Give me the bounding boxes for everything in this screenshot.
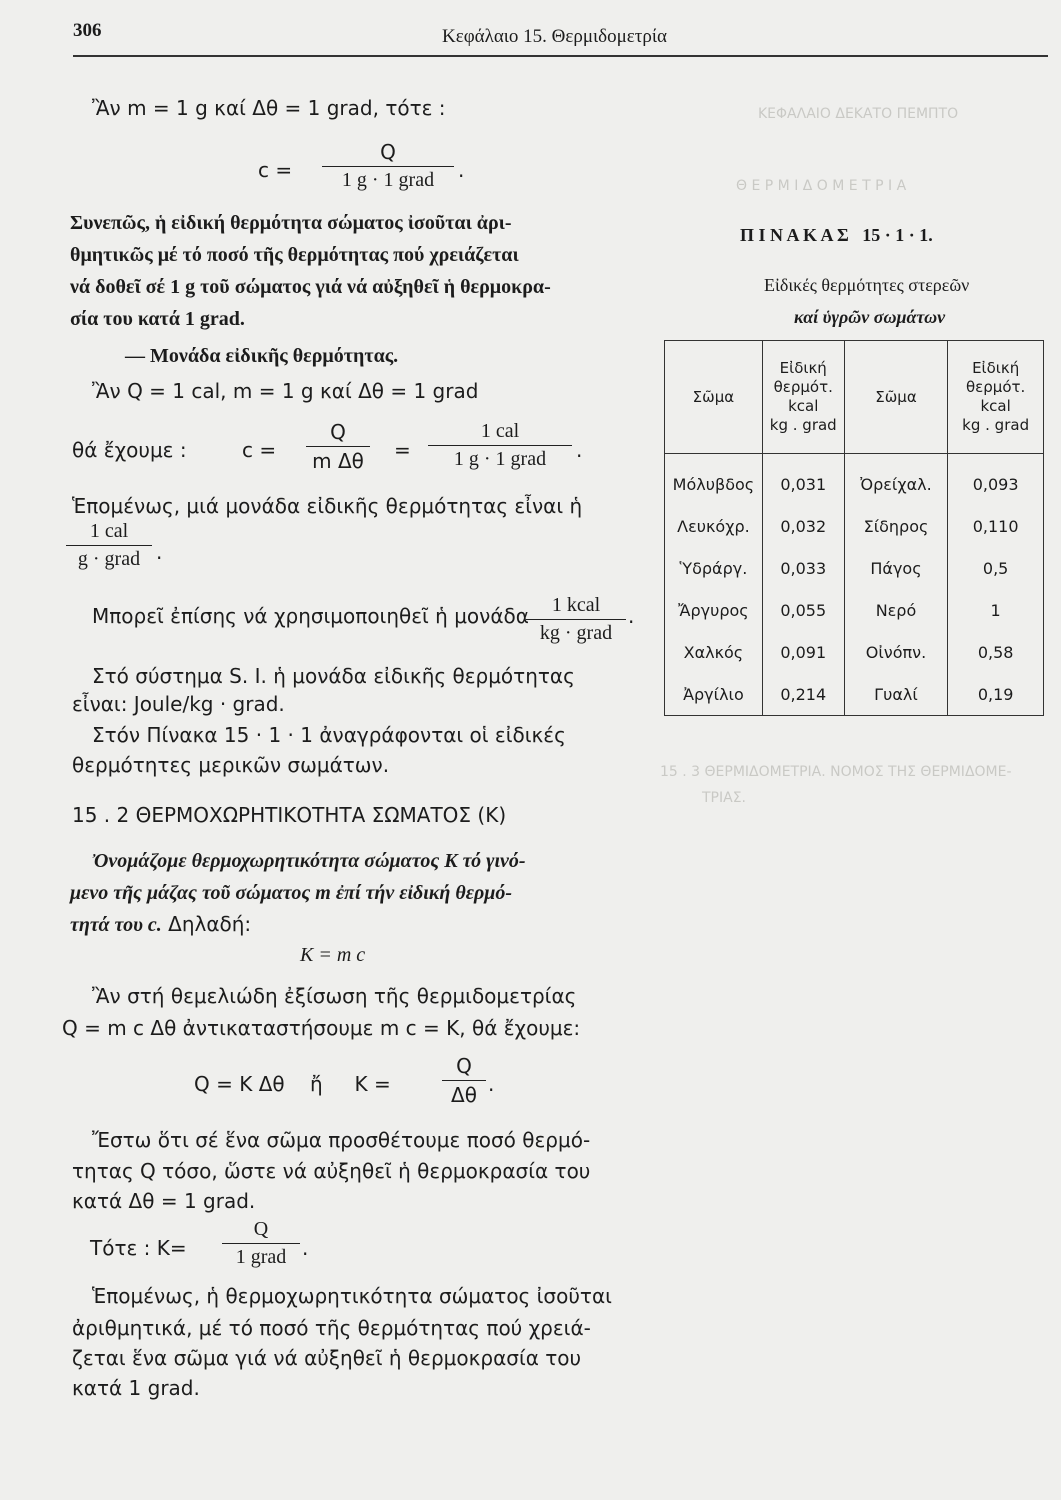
fraction-numerator: Q [456,1054,472,1078]
fraction [66,520,152,571]
text-line: Στόν Πίνακα 15 · 1 · 1 ἀναγράφονται οἱ εἰδικές [92,723,566,747]
material-cell: Λευκόχρ. [665,505,763,547]
material-cell: Σίδηρος [844,505,948,547]
eq-end: . [576,438,583,462]
header-label: kcal [788,397,819,415]
definition-tail: Δηλαδή: [161,912,252,936]
paragraph-line: κατά Δθ = 1 grad. [72,1189,256,1213]
paragraph-line: ἀριθμητικά, μέ τό ποσό τῆς θερμότητας πού χρειά- [72,1316,591,1340]
paragraph-line: νά δοθεῖ σέ 1 g τοῦ σώματος γιά νά αὐξηθεῖ ἡ θερμοκρα- [70,276,551,298]
text-line: Μπορεῖ ἐπίσης νά χρησιμοποιηθεῖ ἡ μονάδα [92,604,529,628]
table-row [665,673,1044,716]
bleed-through-title: Θ Ε Ρ Μ Ι Δ Ο Μ Ε Τ Ρ Ι Α [736,178,907,194]
paragraph-line: Ἔστω ὅτι σέ ἕνα σῶμα προσθέτουμε ποσό θερμό- [92,1128,591,1152]
eq-end: . [458,158,465,182]
eq-lhs: c = [242,438,277,462]
paragraph-line: Συνεπῶς, ἡ εἰδική θερμότητα σώματος ἰσοῦται ἀρι- [70,212,512,234]
paragraph-line: τητας Q τόσο, ὥστε νά αὐξηθεῖ ἡ θερμοκρασία του [72,1159,591,1183]
value-cell: 1 [948,589,1044,631]
equation-k: K = m c [300,944,366,966]
eq-lhs: c = [258,158,293,182]
header-label: kcal [980,397,1011,415]
value-cell: 0,58 [948,631,1044,673]
column-header-body [665,341,763,454]
definition-line [70,912,251,937]
material-cell: Ὀρείχαλ. [844,454,948,506]
fraction-numerator: 1 cal [480,420,520,442]
material-cell: Νερό [844,589,948,631]
column-header-specific-heat [948,341,1044,454]
column-header-specific-heat [762,341,844,454]
fraction-bar [442,1080,486,1081]
fraction-numerator: Q [380,140,396,164]
fraction-denominator: 1 g · 1 grad [341,169,435,191]
table-label: Π Ι Ν Α Κ Α Σ 15 · 1 · 1. [740,225,933,245]
value-cell: 0,055 [762,589,844,631]
eq-end: . [302,1236,309,1260]
fraction-numerator: 1 cal [89,520,129,542]
bleed-through-section-cont: ΤΡΙΑΣ. [702,790,746,806]
eq-equals: = [394,438,411,462]
header-label: Σῶμα [692,387,735,406]
eq-end: . [628,604,635,628]
value-cell: 0,214 [762,673,844,716]
fraction [526,594,626,645]
text-line: εἶναι: Joule/kg · grad. [72,692,285,716]
fraction-denominator: m Δθ [312,449,364,473]
paragraph-line: Ἑπομένως, ἡ θερμοχωρητικότητα σώματος ἰσοῦται [92,1284,612,1308]
text-line: Ἂν m = 1 g καί Δθ = 1 grad, τότε : [92,96,446,120]
definition-line: μενο τῆς μάζας τοῦ σώματος m ἐπί τήν εἰδική θερμό- [70,882,513,904]
header-label: kg . grad [769,416,837,434]
table-row [665,454,1044,506]
value-cell: 0,032 [762,505,844,547]
table-caption: Εἰδικές θερμότητες στερεῶν [764,275,970,295]
fraction-denominator: g · grad [77,548,141,570]
text-line: Ἂν Q = 1 cal, m = 1 g καί Δθ = 1 grad [92,379,479,403]
text-line: Στό σύστημα S. I. ἡ μονάδα εἰδικῆς θερμότητας [92,664,575,688]
paragraph-line: θμητικῶς μέ τό ποσό τῆς θερμότητας πού χρειάζεται [70,244,519,266]
header-label: Σῶμα [875,387,917,406]
value-cell: 0,19 [948,673,1044,716]
header-label: θερμότ. [965,378,1026,396]
bleed-through-heading: ΚΕΦΑΛΑΙΟ ΔΕΚΑΤΟ ΠΕΜΠΤΟ [758,106,959,122]
text-line: θά ἔχουμε : [72,438,187,462]
fraction-denominator: Δθ [451,1083,477,1107]
paragraph-line: σία του κατά 1 grad. [70,308,245,330]
fraction-numerator: Q [330,420,346,444]
definition-term: τητά του c. [70,914,162,936]
definition-line: Ὀνομάζομε θερμοχωρητικότητα σώματος Κ τό γινό- [92,850,526,872]
page-number: 306 [73,20,102,41]
eq-end: . [488,1072,495,1096]
table-caption: καί ὑγρῶν σωμάτων [794,307,946,327]
value-cell: 0,031 [762,454,844,506]
column-header-body [844,341,948,454]
fraction [222,1218,300,1269]
material-cell: Ἄργυρος [665,589,763,631]
equation: Q = K Δθ ἤ K = [194,1072,391,1096]
table-row [665,547,1044,589]
fraction [322,140,454,192]
table-row [665,631,1044,673]
bleed-through-section: 15 . 3 ΘΕΡΜΙΔΟΜΕΤΡΙΑ. ΝΟΜΟΣ ΤΗΣ ΘΕΡΜΙΔΟΜΕ- [660,764,1012,780]
table-row [665,505,1044,547]
material-cell: Πάγος [844,547,948,589]
header-label: Εἰδική [779,359,827,377]
material-cell: Οἰνόπν. [844,631,948,673]
fraction-bar [66,545,152,546]
text-line: Q = m c Δθ ἀντικαταστήσουμε m c = K, θά ἔχουμε: [62,1016,581,1040]
equation: Τότε : K= [90,1236,187,1260]
header-rule [73,55,1048,57]
text-line: Ἂν στή θεμελιώδη ἐξίσωση τῆς θερμιδομετρίας [92,984,577,1008]
value-cell: 0,093 [948,454,1044,506]
fraction-numerator: 1 kcal [551,594,601,616]
fraction-bar [222,1243,300,1244]
section-title: 15 . 2 ΘΕΡΜΟΧΩΡΗΤΙΚΟΤΗΤΑ ΣΩΜΑΤΟΣ (Κ) [72,803,507,827]
fraction-bar [306,446,370,447]
material-cell: Γυαλί [844,673,948,716]
fraction-denominator: 1 g · 1 grad [453,448,547,470]
value-cell: 0,033 [762,547,844,589]
material-cell: Χαλκός [665,631,763,673]
value-cell: 0,110 [948,505,1044,547]
fraction-bar [428,445,572,446]
specific-heat-table [664,340,1044,716]
header-label: kg . grad [962,416,1030,434]
value-cell: 0,091 [762,631,844,673]
paragraph-line: κατά 1 grad. [72,1376,200,1400]
material-cell: Ὑδράργ. [665,547,763,589]
material-cell: Ἀργίλιο [665,673,763,716]
subheading: — Μονάδα εἰδικῆς θερμότητας. [125,345,399,367]
fraction-denominator: 1 grad [235,1246,287,1268]
paragraph-line: ζεται ἕνα σῶμα γιά νά αὐξηθεῖ ἡ θερμοκρασία του [72,1346,582,1370]
text-line: θερμότητες μερικῶν σωμάτων. [72,753,390,777]
fraction [306,420,370,473]
fraction-denominator: kg · grad [539,622,613,644]
fraction-bar [526,619,626,620]
fraction [428,420,572,471]
eq-end: . [156,540,163,564]
text-line: Ἑπομένως, μιά μονάδα εἰδικῆς θερμότητας εἶναι ἡ [72,494,583,518]
value-cell: 0,5 [948,547,1044,589]
fraction-numerator: Q [253,1218,269,1240]
chapter-title: Κεφάλαιο 15. Θερμιδομετρία [442,26,667,47]
header-label: Εἰδική [972,359,1020,377]
material-cell: Μόλυβδος [665,454,763,506]
table-header-row [665,341,1044,454]
header-label: θερμότ. [773,378,833,396]
fraction-bar [322,166,454,167]
fraction [442,1054,486,1107]
table-row [665,589,1044,631]
